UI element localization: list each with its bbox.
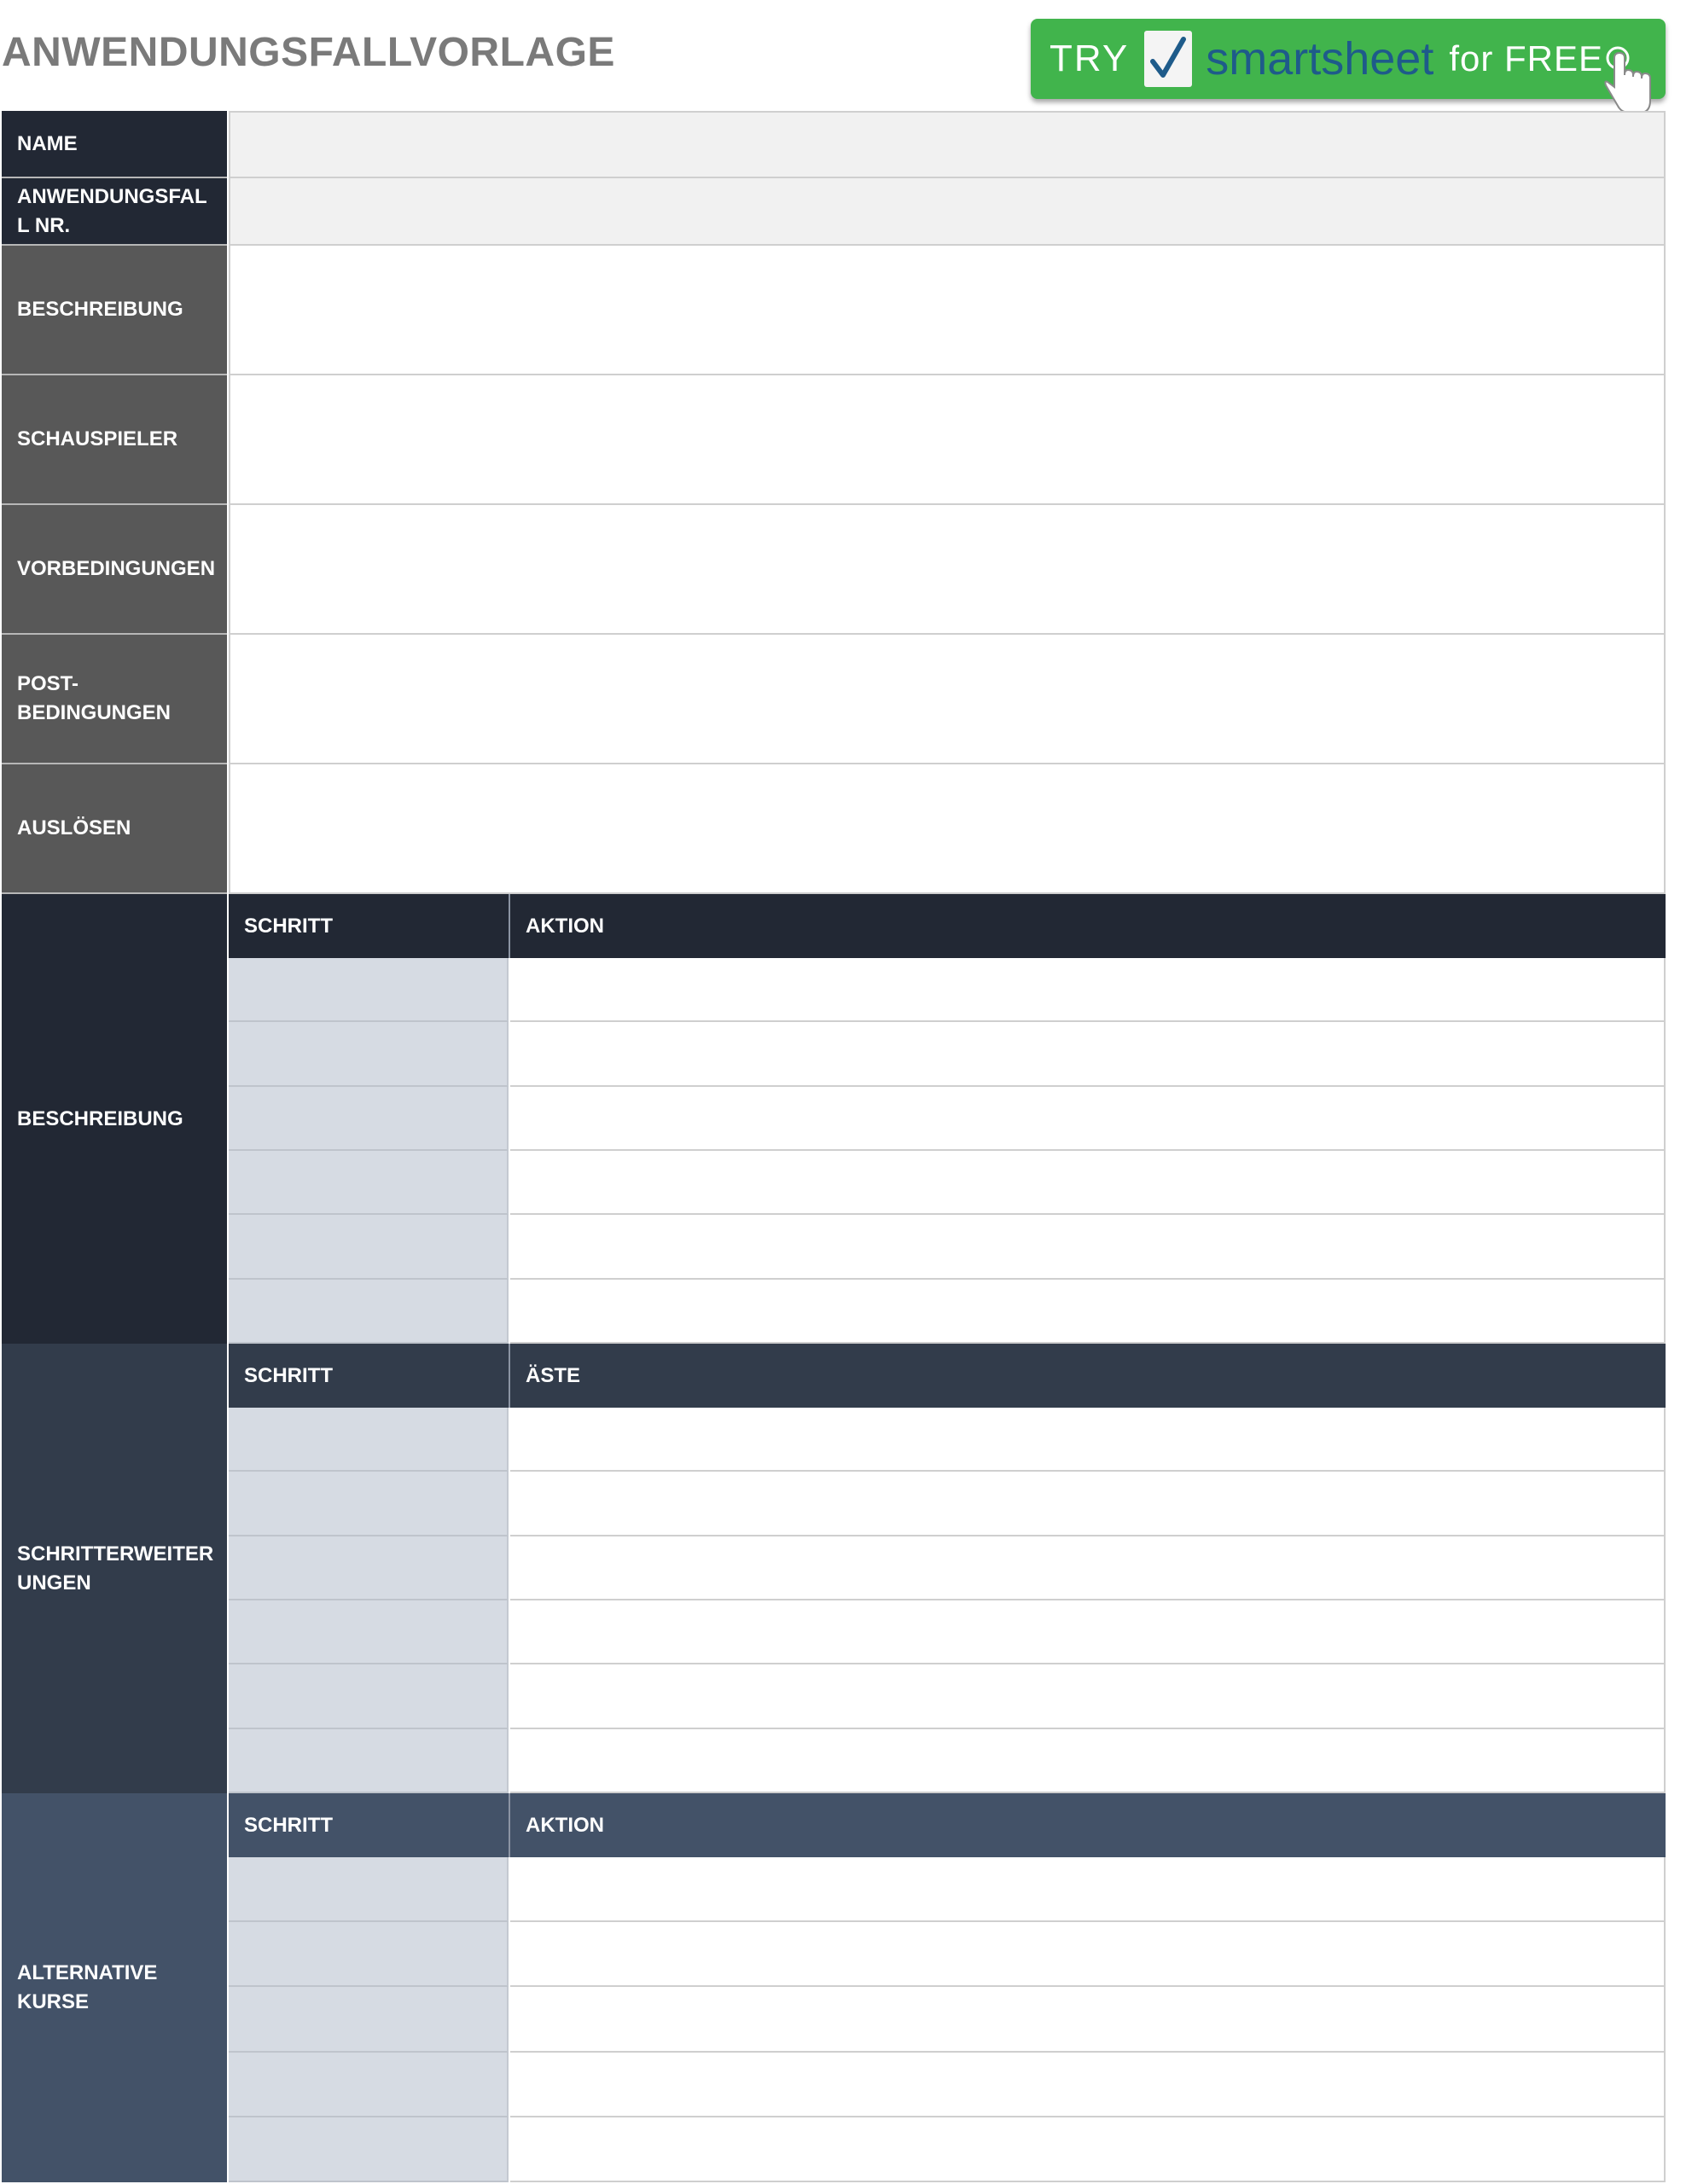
step-cell[interactable] bbox=[229, 1600, 509, 1664]
step-cell[interactable] bbox=[229, 1408, 509, 1472]
step-cell[interactable] bbox=[229, 1151, 509, 1215]
action-cell[interactable] bbox=[510, 1600, 1666, 1664]
column-header-action: AKTION bbox=[510, 1793, 1666, 1857]
check-icon bbox=[1144, 31, 1192, 87]
step-cell[interactable] bbox=[229, 1922, 509, 1987]
action-cell[interactable] bbox=[510, 1857, 1666, 1922]
step-cell[interactable] bbox=[229, 1215, 509, 1279]
page-title: ANWENDUNGSFALLVORLAGE bbox=[2, 30, 615, 75]
field-input[interactable] bbox=[229, 246, 1666, 375]
action-cell[interactable] bbox=[510, 958, 1666, 1022]
action-cell[interactable] bbox=[510, 1987, 1666, 2052]
section-label: SCHRITTERWEITER UNGEN bbox=[2, 1344, 227, 1793]
action-cell[interactable] bbox=[510, 1536, 1666, 1600]
action-cell[interactable] bbox=[510, 2117, 1666, 2182]
step-cell[interactable] bbox=[229, 1987, 509, 2052]
step-cell[interactable] bbox=[229, 958, 509, 1022]
action-cell[interactable] bbox=[510, 1664, 1666, 1728]
field-label: VORBEDINGUNGEN bbox=[2, 505, 227, 635]
promo-free-label: for FREE bbox=[1449, 38, 1604, 78]
step-cell[interactable] bbox=[229, 2117, 509, 2182]
column-header-step: SCHRITT bbox=[229, 894, 510, 958]
step-cell[interactable] bbox=[229, 1022, 509, 1086]
action-cell[interactable] bbox=[510, 1472, 1666, 1536]
field-input[interactable] bbox=[229, 764, 1666, 894]
column-header-step: SCHRITT bbox=[229, 1793, 510, 1857]
step-cell[interactable] bbox=[229, 1536, 509, 1600]
promo-try-label: TRY bbox=[1050, 38, 1130, 79]
brand-smart: smart bbox=[1206, 33, 1322, 84]
field-input[interactable] bbox=[229, 635, 1666, 764]
step-cell[interactable] bbox=[229, 1087, 509, 1151]
action-cell[interactable] bbox=[510, 1408, 1666, 1472]
step-cell[interactable] bbox=[229, 1729, 509, 1793]
field-input[interactable] bbox=[229, 505, 1666, 635]
step-cell[interactable] bbox=[229, 1280, 509, 1344]
field-input[interactable] bbox=[229, 178, 1666, 246]
brand-sheet: sheet bbox=[1321, 33, 1434, 84]
action-cell[interactable] bbox=[510, 1922, 1666, 1987]
field-input[interactable] bbox=[229, 375, 1666, 505]
field-input[interactable] bbox=[229, 111, 1666, 178]
field-label: BESCHREIBUNG bbox=[2, 246, 227, 375]
smartsheet-logo bbox=[1206, 32, 1433, 85]
section-label: ALTERNATIVE KURSE bbox=[2, 1793, 227, 2182]
field-label: ANWENDUNGSFAL L NR. bbox=[2, 178, 227, 246]
field-label: POST- BEDINGUNGEN bbox=[2, 635, 227, 764]
step-cell[interactable] bbox=[229, 1857, 509, 1922]
column-header-step: SCHRITT bbox=[229, 1344, 510, 1408]
field-label: NAME bbox=[2, 111, 227, 178]
action-cell[interactable] bbox=[510, 1280, 1666, 1344]
step-cell[interactable] bbox=[229, 1664, 509, 1728]
action-cell[interactable] bbox=[510, 1729, 1666, 1793]
field-label: AUSLÖSEN bbox=[2, 764, 227, 894]
action-cell[interactable] bbox=[510, 2053, 1666, 2117]
section-label: BESCHREIBUNG bbox=[2, 894, 227, 1344]
column-header-action: ÄSTE bbox=[510, 1344, 1666, 1408]
action-cell[interactable] bbox=[510, 1151, 1666, 1215]
step-cell[interactable] bbox=[229, 2053, 509, 2117]
action-cell[interactable] bbox=[510, 1022, 1666, 1086]
action-cell[interactable] bbox=[510, 1215, 1666, 1279]
step-cell[interactable] bbox=[229, 1472, 509, 1536]
field-label: SCHAUSPIELER bbox=[2, 375, 227, 505]
action-cell[interactable] bbox=[510, 1087, 1666, 1151]
column-header-action: AKTION bbox=[510, 894, 1666, 958]
try-smartsheet-button[interactable] bbox=[1031, 19, 1666, 99]
